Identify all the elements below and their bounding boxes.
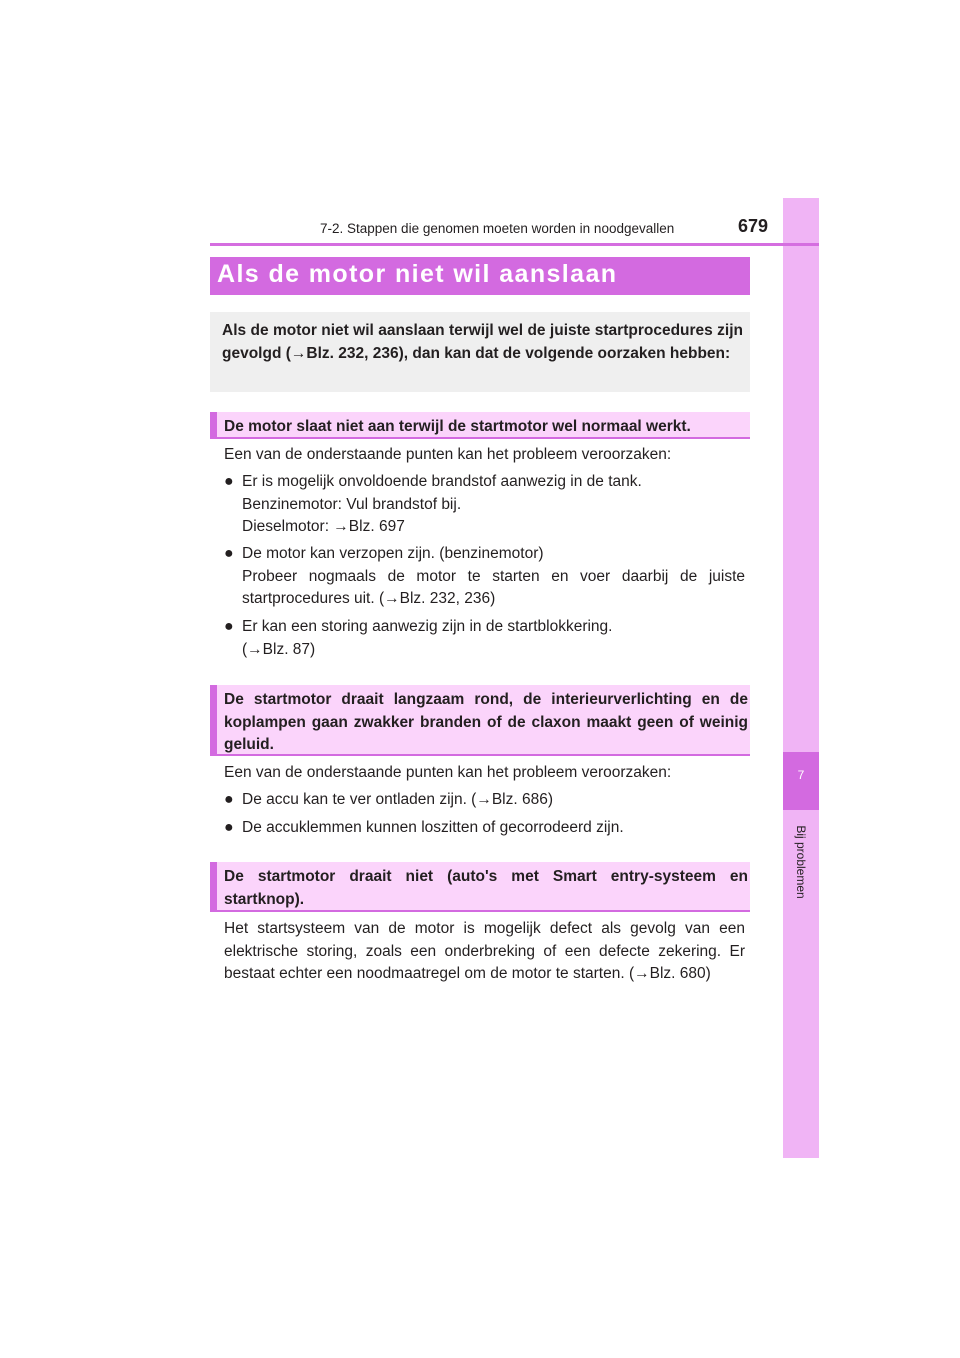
running-header: 7-2. Stappen die genomen moeten worden in noodgevallen xyxy=(320,221,675,236)
list-item-line: Er kan een storing aanwezig zijn in de startblokkering. xyxy=(242,618,613,635)
list-item xyxy=(224,616,745,661)
page-title: Als de motor niet wil aanslaan xyxy=(217,260,618,288)
list-item-line: startprocedures uit. (→Blz. 232, 236) xyxy=(242,590,496,607)
list-item-line: De accu kan te ver ontladen zijn. (→Blz. 686) xyxy=(242,791,554,808)
bullet-icon: ● xyxy=(224,791,234,808)
bullet-icon: ● xyxy=(224,473,234,490)
section-lead: Een van de onderstaande punten kan het probleem veroorzaken: xyxy=(224,764,672,781)
intro-text: Als de motor niet wil aanslaan terwijl wel de juiste startprocedures zijn gevolgd (→Blz. 232, 236), dan kan dat de volgende oorzaken hebben: xyxy=(222,322,743,362)
intro-box xyxy=(210,312,750,392)
list-item-line: Probeer nogmaals de motor te starten en voer daarbij de juiste xyxy=(242,567,745,585)
section-heading-text: De startmotor draait niet (auto's met Smart entry-systeem en startknop). xyxy=(224,868,748,908)
bullet-icon: ● xyxy=(224,545,234,562)
list-item-line: Er is mogelijk onvoldoende brandstof aanwezig in de tank. xyxy=(242,473,642,490)
bullet-icon: ● xyxy=(224,618,234,635)
chapter-label: Bij problemen xyxy=(794,825,808,899)
header-rule xyxy=(210,243,819,246)
list-item-line: De motor kan verzopen zijn. (benzinemotor) xyxy=(242,545,544,562)
list-item xyxy=(224,543,745,611)
section-heading-2 xyxy=(210,685,750,756)
chapter-number: 7 xyxy=(797,768,805,782)
section-heading-1 xyxy=(210,412,750,439)
list-item xyxy=(224,471,745,539)
section-heading-text: De motor slaat niet aan terwijl de startmotor wel normaal werkt. xyxy=(224,418,691,435)
side-tab-strip xyxy=(783,198,819,1158)
section-lead: Een van de onderstaande punten kan het probleem veroorzaken: xyxy=(224,446,672,463)
list-item-line: (→Blz. 87) xyxy=(242,640,316,658)
section-body: Het startsysteem van de motor is mogelijk defect als gevolg van een elektrische storing, zoals een onderbreking of een defecte zekering. Er bestaat echter een noodmaatregel om de motor te starten. (→Blz. 680) xyxy=(224,920,745,982)
list-item-line: Benzinemotor: Vul brandstof bij. xyxy=(242,495,462,513)
page-number: 679 xyxy=(738,216,769,236)
section-heading-text: De startmotor draait langzaam rond, de interieurverlichting en de koplampen gaan zwakker branden of de claxon maakt geen of weinig geluid. xyxy=(224,691,748,753)
bullet-icon: ● xyxy=(224,819,234,836)
section-heading-3 xyxy=(210,862,750,912)
title-bar xyxy=(210,257,750,295)
list-item xyxy=(224,817,745,840)
list-item-line: De accuklemmen kunnen loszitten of gecorrodeerd zijn. xyxy=(242,819,624,836)
list-item-line: Dieselmotor: →Blz. 697 xyxy=(242,518,405,535)
list-item xyxy=(224,789,745,812)
